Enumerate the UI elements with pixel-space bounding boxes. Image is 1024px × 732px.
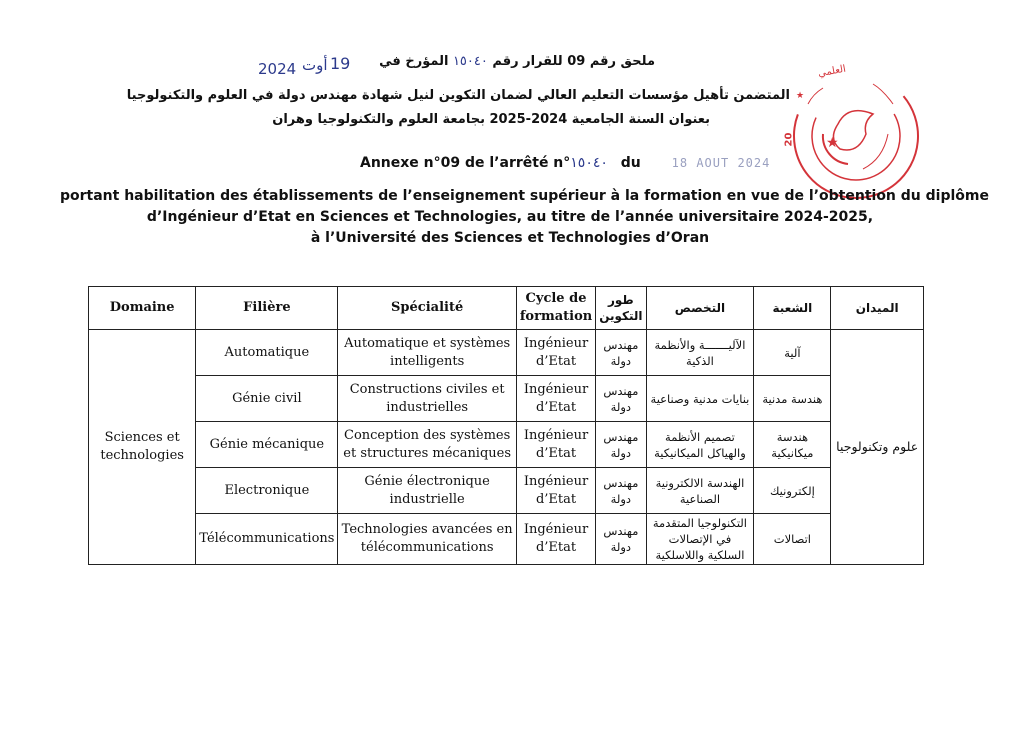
official-seal-stamp xyxy=(778,64,928,204)
header-tawr: طور التكوين xyxy=(596,287,646,330)
specialite-cell: Génie électronique industrielle xyxy=(338,468,516,514)
shuba-cell: إلكترونيك xyxy=(754,468,831,514)
tawr-cell: مهندس دولة xyxy=(596,330,646,376)
stamped-date: 18 AOUT 2024 xyxy=(671,156,771,170)
title-line3-fr: à l’Université des Sciences et Technologies d’Oran xyxy=(310,230,710,246)
arabic-annex-line xyxy=(355,54,655,69)
annex-prefix-fr: Annexe n°09 de l’arrêté n° xyxy=(360,155,571,171)
tawr-cell: مهندس دولة xyxy=(596,514,646,565)
handwritten-day: 19 xyxy=(330,54,351,73)
arabic-annex-prefix: ملحق رقم 09 للقرار رقم xyxy=(492,54,655,69)
takhassus-cell: التكنولوجيا المتقدمة في الإتصالات السلكية واللاسلكية xyxy=(646,514,754,565)
cycle-cell: Ingénieur d’Etat xyxy=(516,376,595,422)
cycle-cell: Ingénieur d’Etat xyxy=(516,330,595,376)
shuba-cell: اتصالات xyxy=(754,514,831,565)
takhassus-cell: الهندسة الالكترونية الصناعية xyxy=(646,468,754,514)
takhassus-cell: الآليـــــــة والأنظمة الذكية xyxy=(646,330,754,376)
takhassus-cell: بنايات مدنية وصناعية xyxy=(646,376,754,422)
specialite-cell: Constructions civiles et industrielles xyxy=(338,376,516,422)
table-row xyxy=(89,330,924,376)
handwritten-year: 2024 xyxy=(258,60,297,78)
table-row xyxy=(89,376,924,422)
specialite-cell: Automatique et systèmes intelligents xyxy=(338,330,516,376)
shuba-cell: هندسة ميكانيكية xyxy=(754,422,831,468)
filiere-cell: Electronique xyxy=(196,468,338,514)
header-specialite: Spécialité xyxy=(338,287,516,330)
title-line1-fr: portant habilitation des établissements de l’enseignement supérieur à la formation en vue de l’obtention du diplôme xyxy=(60,188,989,204)
table-row xyxy=(89,422,924,468)
domaine-cell: Sciences et technologies xyxy=(89,330,196,565)
header-filiere: Filière xyxy=(196,287,338,330)
table-row xyxy=(89,468,924,514)
handwritten-decree-number-fr: ١٥٠٤٠ xyxy=(570,155,608,171)
takhassus-cell: تصميم الأنظمة والهياكل الميكانيكية xyxy=(646,422,754,468)
filiere-cell: Automatique xyxy=(196,330,338,376)
tawr-cell: مهندس دولة xyxy=(596,422,646,468)
header-shuba: الشعبة xyxy=(754,287,831,330)
specialties-table xyxy=(88,286,924,565)
filiere-cell: Télécommunications xyxy=(196,514,338,565)
seal-icon xyxy=(778,64,928,204)
header-domaine: Domaine xyxy=(89,287,196,330)
cycle-cell: Ingénieur d’Etat xyxy=(516,514,595,565)
specialite-cell: Conception des systèmes et structures mécaniques xyxy=(338,422,516,468)
header-cycle: Cycle de formation xyxy=(516,287,595,330)
shuba-cell: هندسة مدنية xyxy=(754,376,831,422)
arabic-dated-label: المؤرخ في xyxy=(379,54,449,69)
arabic-heading-line2: المتضمن تأهيل مؤسسات التعليم العالي لضمان التكوين لنيل شهادة مهندس دولة في العلوم والتكنولوجيا xyxy=(126,88,790,103)
midan-cell: علوم وتكنولوجيا xyxy=(831,330,924,565)
table-header-row xyxy=(89,287,924,330)
seal-top-text: العلمي xyxy=(817,63,847,80)
annex-du-label: du xyxy=(620,155,641,171)
filiere-cell: Génie mécanique xyxy=(196,422,338,468)
specialite-cell: Technologies avancées en télécommunications xyxy=(338,514,516,565)
tawr-cell: مهندس دولة xyxy=(596,468,646,514)
svg-text:★: ★ xyxy=(826,135,839,151)
table-row xyxy=(89,514,924,565)
filiere-cell: Génie civil xyxy=(196,376,338,422)
shuba-cell: آلية xyxy=(754,330,831,376)
arabic-heading-line3: بعنوان السنة الجامعية 2024-2025 بجامعة العلوم والتكنولوجيا وهران xyxy=(272,112,710,127)
handwritten-decree-number-ar: ١٥٠٤٠ xyxy=(452,54,488,69)
header-takhassus: التخصص xyxy=(646,287,754,330)
seal-number: 20 xyxy=(783,132,795,147)
annex-line-fr xyxy=(360,155,780,171)
svg-text:★: ★ xyxy=(796,91,805,101)
header-midan: الميدان xyxy=(831,287,924,330)
tawr-cell: مهندس دولة xyxy=(596,376,646,422)
cycle-cell: Ingénieur d’Etat xyxy=(516,422,595,468)
handwritten-month: أوت xyxy=(302,56,328,74)
cycle-cell: Ingénieur d’Etat xyxy=(516,468,595,514)
title-line2-fr: d’Ingénieur d’Etat en Sciences et Technologies, au titre de l’année universitaire 2024-2025, xyxy=(146,209,874,225)
